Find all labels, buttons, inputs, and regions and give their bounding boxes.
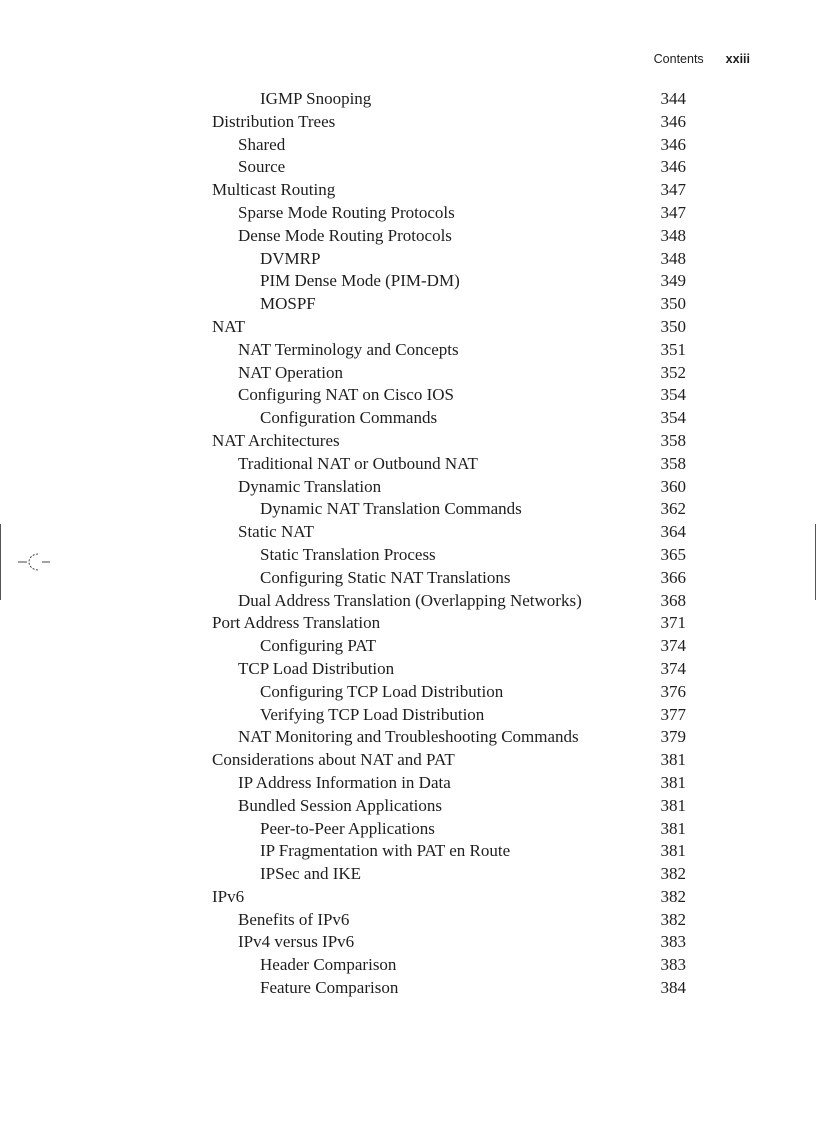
toc-entry[interactable] <box>212 476 686 499</box>
toc-entry-title: NAT Operation <box>238 362 343 382</box>
toc-entry-title: Dual Address Translation (Overlapping Networks) <box>238 590 582 610</box>
toc-entry-page: 347 <box>660 202 686 222</box>
toc-entry-page: 360 <box>660 476 686 496</box>
toc-entry[interactable] <box>212 726 686 749</box>
toc-entry[interactable] <box>212 430 686 453</box>
toc-entry-page: 366 <box>660 567 686 587</box>
toc-entry-page: 379 <box>660 727 686 747</box>
toc-entry[interactable] <box>212 362 686 385</box>
toc-entry-page: 371 <box>660 613 686 633</box>
toc-entry[interactable] <box>212 544 686 567</box>
toc-entry[interactable] <box>212 931 686 954</box>
toc-entry-page: 382 <box>660 909 686 929</box>
toc-entry[interactable] <box>212 590 686 613</box>
toc-entry-title: Feature Comparison <box>260 978 399 998</box>
toc-entry-title: DVMRP <box>260 248 321 268</box>
toc-entry-title: Peer-to-Peer Applications <box>260 818 435 838</box>
toc-entry[interactable] <box>212 384 686 407</box>
toc-entry-title: IPv4 versus IPv6 <box>238 932 355 952</box>
toc-entry-page: 347 <box>660 180 686 200</box>
toc-entry-title: NAT Architectures <box>212 430 340 450</box>
toc-entry[interactable] <box>212 840 686 863</box>
toc-entry[interactable] <box>212 88 686 111</box>
toc-entry-page: 346 <box>660 111 686 131</box>
toc-entry-title: Configuring Static NAT Translations <box>260 567 511 587</box>
toc-entry-title: Configuring NAT on Cisco IOS <box>238 385 454 405</box>
toc-entry-title: Bundled Session Applications <box>238 795 442 815</box>
toc-entry[interactable] <box>212 795 686 818</box>
toc-entry[interactable] <box>212 909 686 932</box>
toc-entry-title: Distribution Trees <box>212 111 336 131</box>
toc-entry-page: 381 <box>660 818 686 838</box>
toc-entry-page: 344 <box>660 89 686 108</box>
toc-entry[interactable] <box>212 248 686 271</box>
toc-entry-page: 354 <box>660 385 686 405</box>
toc-entry[interactable] <box>212 156 686 179</box>
toc-entry-page: 364 <box>660 522 686 542</box>
toc-entry-page: 358 <box>660 430 686 450</box>
toc-entry-title: PIM Dense Mode (PIM-DM) <box>260 271 460 291</box>
toc-entry-title: Shared <box>238 134 286 154</box>
toc-entry-title: Dynamic NAT Translation Commands <box>260 499 522 519</box>
toc-entry[interactable] <box>212 521 686 544</box>
toc-entry-title: NAT Terminology and Concepts <box>238 339 459 359</box>
toc-entry-title: Configuring PAT <box>260 636 377 656</box>
toc-entry-title: Static Translation Process <box>260 544 436 564</box>
toc-entry-title: Source <box>238 157 286 177</box>
toc-entry-page: 382 <box>660 864 686 884</box>
toc-entry[interactable] <box>212 293 686 316</box>
toc-entry-title: IGMP Snooping <box>260 89 372 108</box>
toc-entry-page: 383 <box>660 955 686 975</box>
toc-entry[interactable] <box>212 339 686 362</box>
toc-entry[interactable] <box>212 818 686 841</box>
toc-entry[interactable] <box>212 407 686 430</box>
toc-entry[interactable] <box>212 681 686 704</box>
toc-entry-page: 381 <box>660 795 686 815</box>
toc-entry-page: 374 <box>660 658 686 678</box>
toc-entry[interactable] <box>212 453 686 476</box>
toc-entry-page: 381 <box>660 750 686 770</box>
table-of-contents <box>212 88 686 1000</box>
toc-entry[interactable] <box>212 772 686 795</box>
toc-entry-page: 352 <box>660 362 686 382</box>
toc-entry[interactable] <box>212 612 686 635</box>
running-head <box>654 52 750 66</box>
toc-entry[interactable] <box>212 270 686 293</box>
toc-entry-title: Port Address Translation <box>212 613 381 633</box>
toc-entry-page: 368 <box>660 590 686 610</box>
toc-entry-title: NAT Monitoring and Troubleshooting Commands <box>238 727 579 747</box>
page-number: xxiii <box>725 52 750 66</box>
toc-entry[interactable] <box>212 179 686 202</box>
toc-entry-page: 381 <box>660 841 686 861</box>
toc-entry[interactable] <box>212 704 686 727</box>
toc-entry-page: 354 <box>660 408 686 428</box>
toc-entry-title: Benefits of IPv6 <box>238 909 350 929</box>
toc-entry-title: Configuring TCP Load Distribution <box>260 681 504 701</box>
toc-entry-title: Traditional NAT or Outbound NAT <box>238 453 478 473</box>
toc-entry-title: Dynamic Translation <box>238 476 382 496</box>
toc-entry[interactable] <box>212 635 686 658</box>
toc-entry-title: Considerations about NAT and PAT <box>212 750 455 770</box>
toc-entry-page: 377 <box>660 704 686 724</box>
toc-entry-title: Configuration Commands <box>260 408 438 428</box>
toc-entry[interactable] <box>212 749 686 772</box>
toc-entry-title: TCP Load Distribution <box>238 658 395 678</box>
toc-entry[interactable] <box>212 954 686 977</box>
toc-entry-title: Dense Mode Routing Protocols <box>238 225 452 245</box>
section-title: Contents <box>653 52 704 66</box>
toc-entry-title: MOSPF <box>260 294 316 314</box>
crop-mark-left <box>0 524 1 600</box>
toc-entry-title: NAT <box>212 316 246 336</box>
toc-entry[interactable] <box>212 134 686 157</box>
toc-entry[interactable] <box>212 658 686 681</box>
toc-entry[interactable] <box>212 202 686 225</box>
toc-entry-title: Verifying TCP Load Distribution <box>260 704 485 724</box>
toc-entry-page: 349 <box>660 271 686 291</box>
toc-entry-title: IPv6 <box>212 886 245 906</box>
toc-entry-page: 350 <box>660 294 686 314</box>
toc-entry[interactable] <box>212 316 686 339</box>
toc-entry-page: 376 <box>660 681 686 701</box>
toc-entry[interactable] <box>212 886 686 909</box>
toc-entry[interactable] <box>212 498 686 521</box>
toc-entry-page: 348 <box>660 225 686 245</box>
toc-entry-page: 383 <box>660 932 686 952</box>
toc-entry-page: 374 <box>660 636 686 656</box>
toc-entry-title: Multicast Routing <box>212 180 336 200</box>
toc-entry-title: Static NAT <box>238 522 315 542</box>
toc-entry-page: 381 <box>660 772 686 792</box>
toc-entry-title: IP Address Information in Data <box>238 772 451 792</box>
toc-entry-title: Sparse Mode Routing Protocols <box>238 202 455 222</box>
toc-entry-page: 382 <box>660 886 686 906</box>
registration-mark-icon <box>16 550 52 574</box>
toc-entry-page: 350 <box>660 316 686 336</box>
toc-entry-page: 362 <box>660 499 686 519</box>
toc-entry-title: IPSec and IKE <box>260 864 362 884</box>
toc-entry[interactable] <box>212 977 686 1000</box>
toc-entry-page: 384 <box>660 978 686 998</box>
toc-entry[interactable] <box>212 863 686 886</box>
toc-entry-page: 351 <box>660 339 686 359</box>
toc-entry-page: 365 <box>660 544 686 564</box>
toc-entry-title: Header Comparison <box>260 955 397 975</box>
toc-entry-page: 358 <box>660 453 686 473</box>
toc-entry-page: 346 <box>660 157 686 177</box>
toc-entry[interactable] <box>212 111 686 134</box>
toc-entry-page: 346 <box>660 134 686 154</box>
toc-entry-page: 348 <box>660 248 686 268</box>
toc-entry[interactable] <box>212 225 686 248</box>
toc-entry-title: IP Fragmentation with PAT en Route <box>260 841 511 861</box>
toc-entry[interactable] <box>212 567 686 590</box>
